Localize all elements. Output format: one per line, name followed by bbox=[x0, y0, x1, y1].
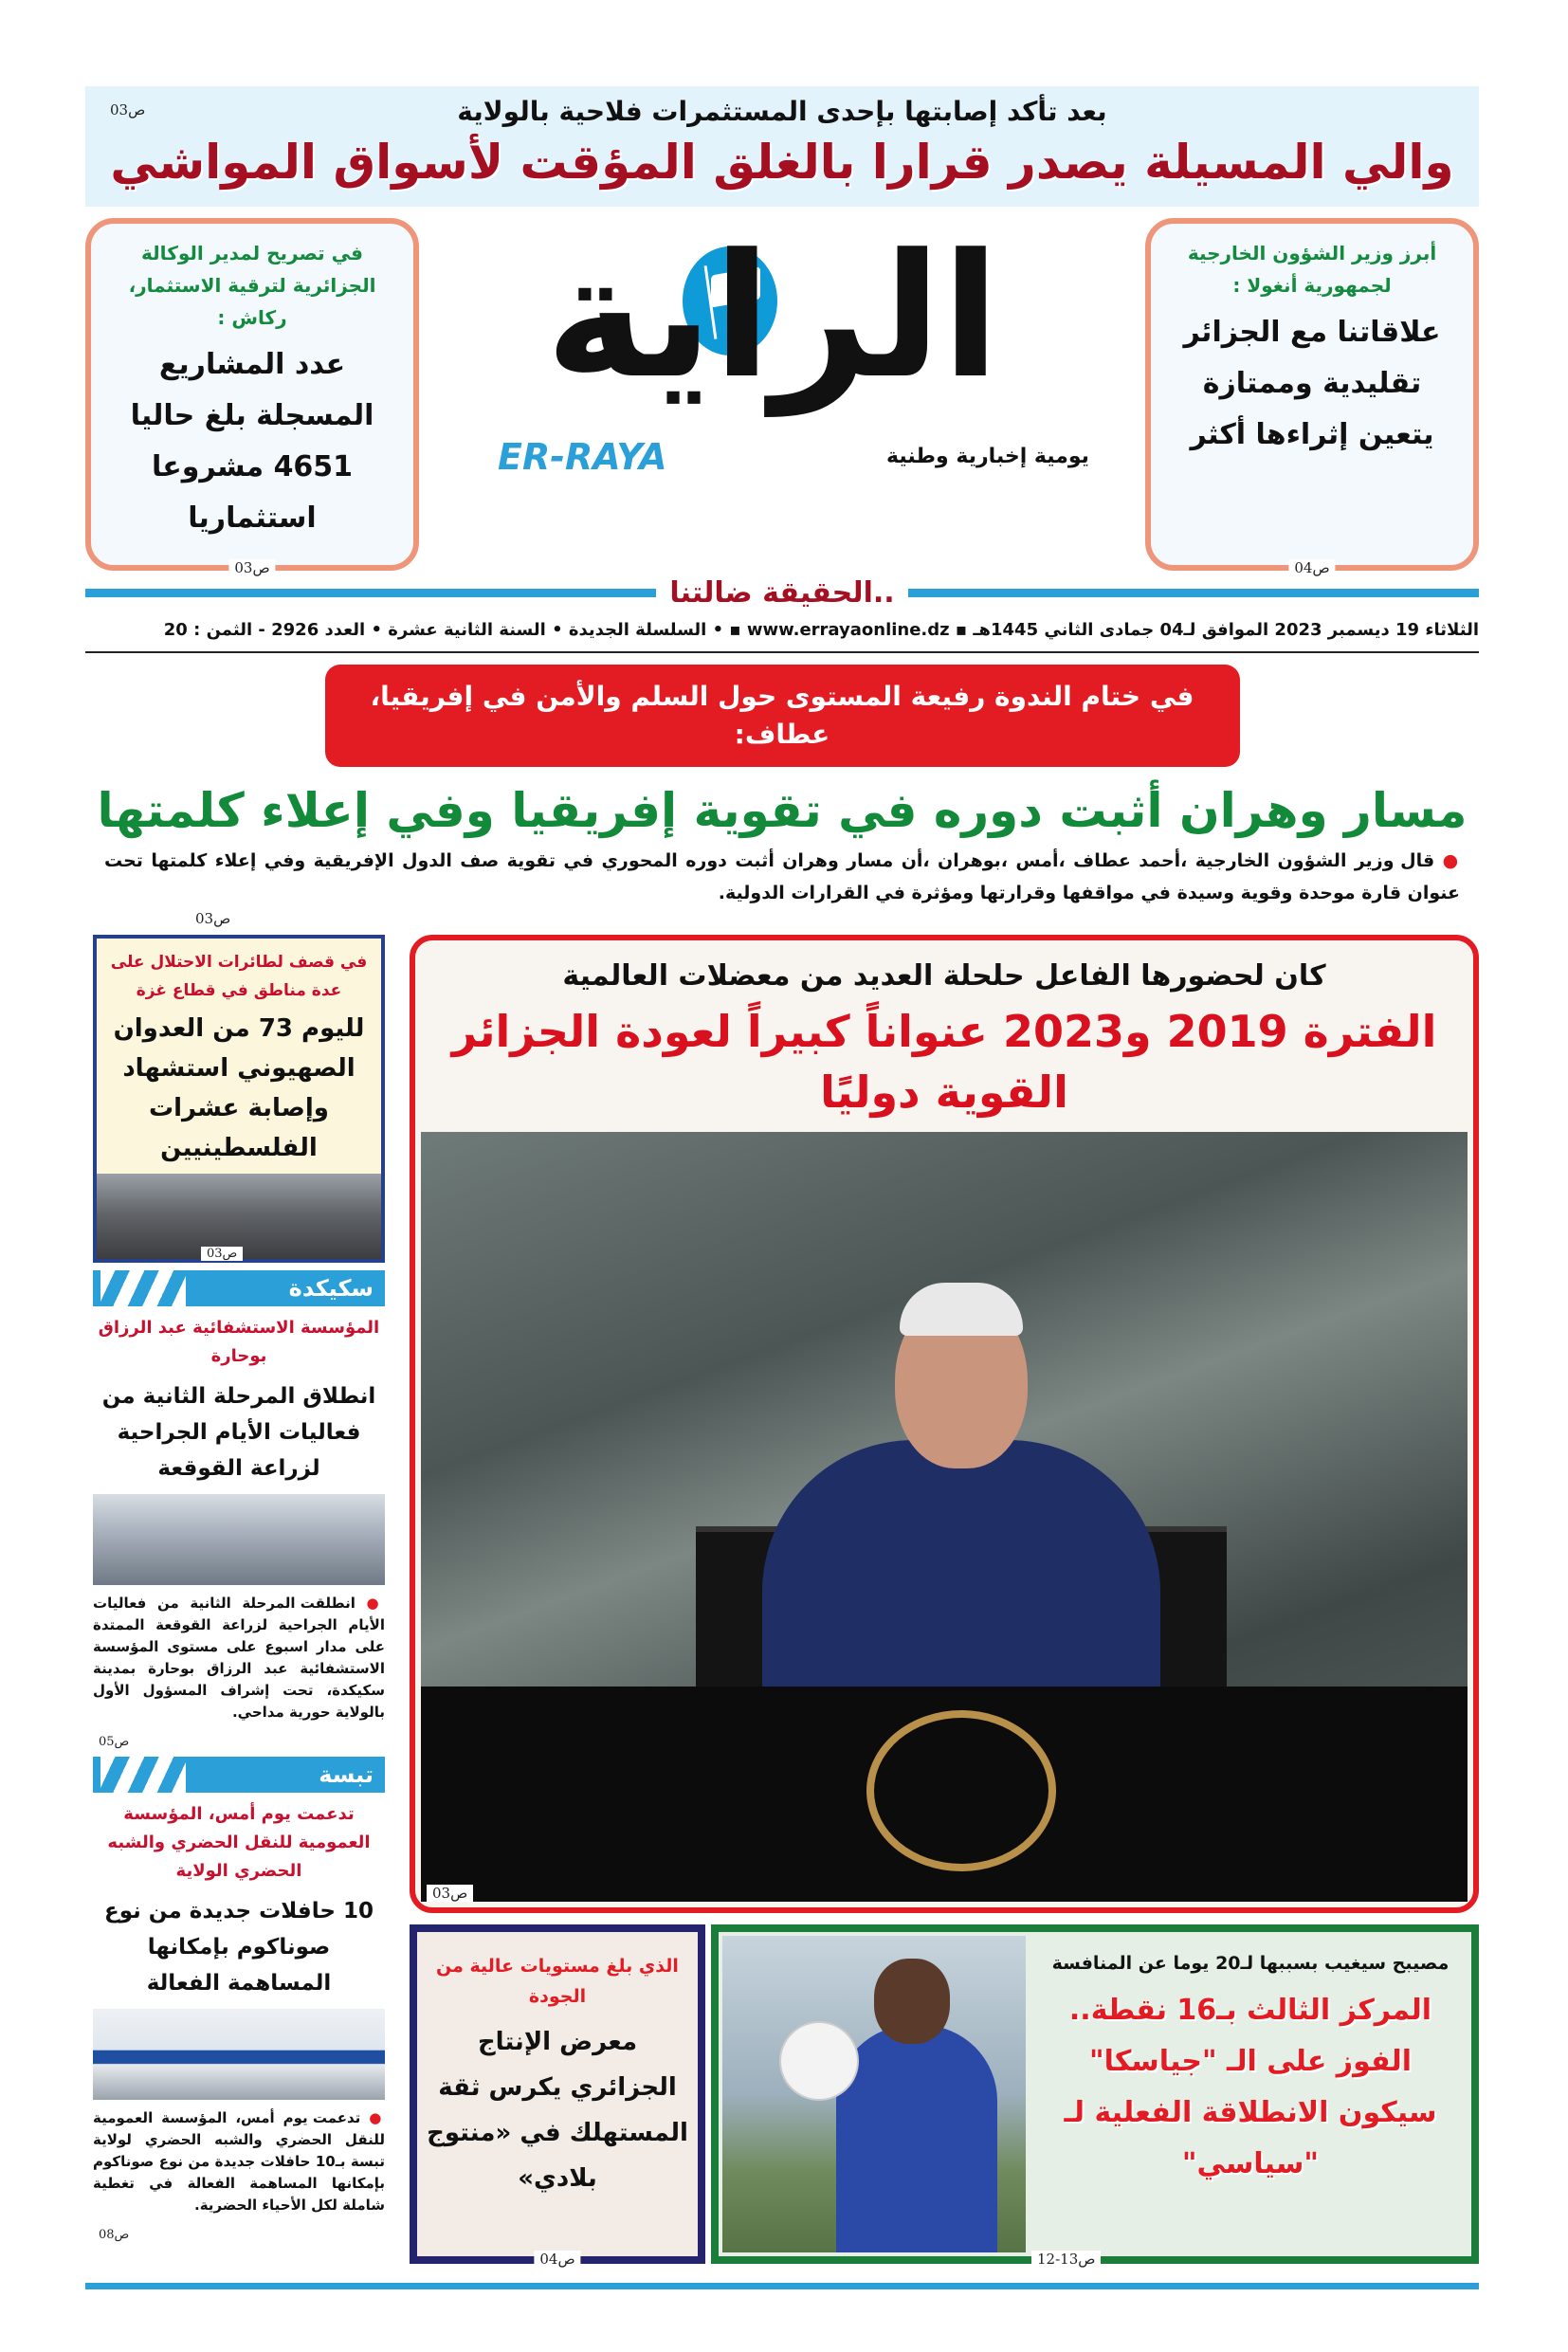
bullet-icon: ● bbox=[369, 2109, 385, 2126]
top-banner bbox=[85, 86, 1479, 207]
blue-rule bbox=[908, 589, 1479, 597]
tebessa-bus-photo bbox=[93, 2009, 385, 2100]
sport-box[interactable] bbox=[711, 1924, 1479, 2268]
speaker-suit bbox=[762, 1440, 1160, 1687]
stripes-decoration bbox=[100, 1270, 186, 1306]
page-ref: ص04 bbox=[1288, 559, 1335, 576]
skikda-kicker: المؤسسة الاستشفائية عبد الرزاق بوحارة bbox=[98, 1318, 380, 1366]
expo-headline: معرض الإنتاج الجزائري يكرس ثقة المستهلك في «منتوج بلادي» bbox=[427, 2028, 688, 2193]
main-feature[interactable] bbox=[410, 935, 1479, 1913]
speaker-hair bbox=[900, 1283, 1023, 1336]
section-header-tebessa bbox=[93, 1757, 385, 1793]
bottom-row bbox=[410, 1924, 1479, 2268]
left-teaser-headline: عدد المشاريع المسجلة بلغ حاليا 4651 مشروعا استثماريا bbox=[130, 348, 374, 535]
sport-photo bbox=[722, 1936, 1026, 2252]
ball-icon bbox=[779, 2021, 859, 2101]
tagline: ..الحقيقة ضالتنا bbox=[669, 576, 895, 610]
lower-section bbox=[85, 935, 1479, 2268]
feature-kicker: كان لحضورها الفاعل حلحلة العديد من معضلات العالمية bbox=[562, 959, 1326, 993]
lead-body bbox=[85, 845, 1479, 909]
gaza-kicker: في قصف لطائرات الاحتلال على عدة مناطق في قطاع غزة bbox=[110, 953, 368, 1000]
page-ref: ص03 bbox=[190, 910, 236, 927]
sport-kicker: مصيبح سيغيب بسببها لـ20 يوما عن المنافسة bbox=[1051, 1953, 1449, 1974]
logo-subtitle: يومية إخبارية وطنية bbox=[886, 445, 1089, 468]
right-teaser-headline: علاقاتنا مع الجزائر تقليدية وممتازة يتعين إثراءها أكثر bbox=[1183, 316, 1441, 451]
bottom-rule bbox=[85, 2283, 1479, 2289]
gaza-headline: لليوم 73 من العدوان الصهيوني استشهاد وإصابة عشرات الفلسطينيين bbox=[113, 1014, 365, 1162]
tebessa-body-text: تدعمت يوم أمس، المؤسسة العمومية للنقل الحضري والشبه الحضري لولاية تبسة بـ10 حافلات جديدة من نوع صوناكوم بإمكانها المساهمة الفعالة في تغطية شاملة لكل الأحياء الحضرية. bbox=[93, 2109, 385, 2214]
lead-headline[interactable]: مسار وهران أثبت دوره في تقوية إفريقيا وفي إعلاء كلمتها bbox=[97, 783, 1468, 838]
page-ref: ص03 bbox=[110, 101, 146, 119]
dateline: الثلاثاء 19 ديسمبر 2023 الموافق لـ04 جمادى الثاني 1445هـ ▪ www.errayaonline.dz ▪ • السلسلة الجديدة • السنة الثانية عشرة • العدد 2926 - الثمن : 20 bbox=[163, 620, 1479, 640]
tebessa-body bbox=[93, 2107, 385, 2216]
page-ref: ص13-12 bbox=[1031, 2251, 1101, 2268]
page-ref: ص08 bbox=[93, 2228, 135, 2242]
front-page bbox=[85, 0, 1479, 2289]
bullet-icon: ● bbox=[1442, 850, 1460, 871]
divider bbox=[85, 651, 1479, 653]
bullet-icon: ● bbox=[366, 1595, 386, 1612]
page-ref: ص03 bbox=[427, 1885, 473, 1902]
un-emblem-icon bbox=[866, 1710, 1056, 1871]
feature-photo bbox=[421, 1132, 1468, 1902]
tagline-row bbox=[85, 576, 1479, 610]
expo-box[interactable] bbox=[410, 1924, 705, 2268]
right-teaser-kicker: أبرز وزير الشؤون الخارجية لجمهورية أنغولا : bbox=[1187, 242, 1437, 297]
coach-figure bbox=[836, 2025, 997, 2252]
skikda-body bbox=[93, 1593, 385, 1723]
stripes-decoration bbox=[100, 1757, 186, 1793]
tebessa-headline[interactable]: 10 حافلات جديدة من نوع صوناكوم بإمكانها المساهمة الفعالة bbox=[104, 1899, 374, 1996]
gaza-box[interactable] bbox=[93, 935, 385, 1263]
coach-head bbox=[874, 1959, 950, 2044]
logo-latin: ER-RAYA bbox=[498, 436, 667, 478]
section-label: تبسة bbox=[319, 1761, 374, 1788]
section-header-skikda bbox=[93, 1270, 385, 1306]
page-ref: ص03 bbox=[228, 559, 275, 576]
section-label: سكيكدة bbox=[288, 1275, 374, 1302]
banner-kicker: بعد تأكد إصابتها بإحدى المستثمرات فلاحية بالولاية bbox=[457, 96, 1107, 127]
left-teaser-box[interactable] bbox=[85, 218, 419, 576]
banner-headline[interactable]: والي المسيلة يصدر قرارا بالغلق المؤقت لأسواق المواشي bbox=[110, 135, 1454, 190]
feature-headline: الفترة 2019 و2023 عنواناً كبيراً لعودة الجزائر القوية دوليًا bbox=[451, 1006, 1437, 1118]
left-teaser-kicker: في تصريح لمدير الوكالة الجزائرية لترقية الاستثمار، ركاش : bbox=[128, 242, 376, 329]
lead-body-text: قال وزير الشؤون الخارجية ،أحمد عطاف ،أمس ،بوهران ،أن مسار وهران أثبت دوره المحوري في تقوية صف الدول الإفريقية وفي إعلاء كلمتها تحت عنوان قارة موحدة وقوية وسيدة في مواقفها وقرارتها ومؤثرة في القرارات الدولية. bbox=[104, 850, 1460, 903]
page-ref: ص03 bbox=[201, 1247, 243, 1261]
sport-headline: المركز الثالث بـ16 نقطة.. الفوز على الـ "جياسكا" سيكون الانطلاقة الفعلية لـ "سياسي" bbox=[1064, 1994, 1437, 2180]
left-column bbox=[93, 935, 385, 2242]
skikda-photo bbox=[93, 1494, 385, 1585]
right-teaser-box[interactable] bbox=[1145, 218, 1479, 576]
skikda-body-text: انطلقت المرحلة الثانية من فعاليات الأيام الجراحية لزراعة القوقعة الممتدة على مدار اسبوع على مستوى المؤسسة الاستشفائية عبد الرزاق بوحارة بمدينة سكيكدة، تحت إشراف المسؤول الأول بالولاية حورية مداحي. bbox=[93, 1595, 385, 1721]
expo-kicker: الذي بلغ مستويات عالية من الجودة bbox=[436, 1956, 679, 2007]
logo-arabic: الراية bbox=[545, 218, 1000, 416]
lead-kicker-pill: في ختام الندوة رفيعة المستوى حول السلم والأمن في إفريقيا، عطاف: bbox=[325, 665, 1240, 767]
sport-text bbox=[1030, 1932, 1471, 2256]
page-ref: ص04 bbox=[534, 2251, 580, 2268]
tebessa-kicker: تدعمت يوم أمس، المؤسسة العمومية للنقل الحضري والشبه الحضري الولاية bbox=[107, 1804, 371, 1881]
masthead-logo bbox=[441, 218, 1123, 502]
page-ref: ص05 bbox=[93, 1735, 135, 1749]
blue-rule bbox=[85, 589, 656, 597]
skikda-headline[interactable]: انطلاق المرحلة الثانية من فعاليات الأيام الجراحية لزراعة القوقعة bbox=[101, 1384, 376, 1481]
right-column bbox=[410, 935, 1479, 2268]
masthead-row bbox=[85, 218, 1479, 576]
